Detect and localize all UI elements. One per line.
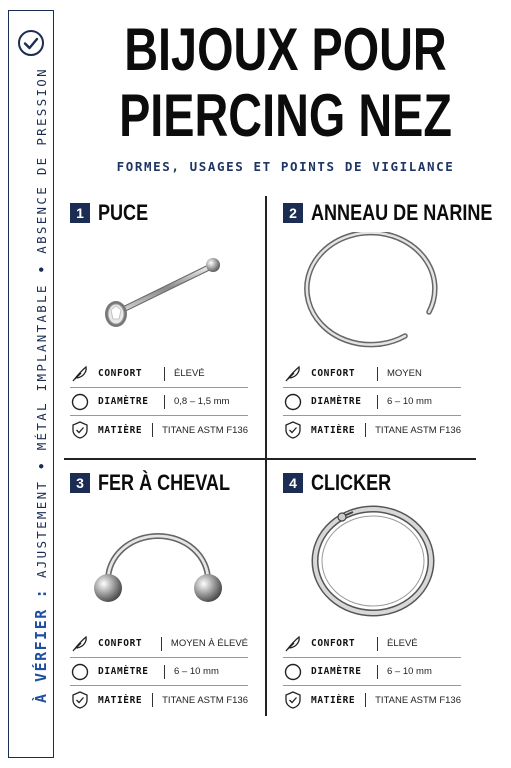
card-title: PUCE <box>98 200 149 225</box>
spec-separator <box>365 423 366 437</box>
shield-check-icon <box>283 690 303 710</box>
spec-label: MATIÈRE <box>311 424 356 436</box>
spec-value: 6 – 10 mm <box>174 666 219 677</box>
spec-value: 6 – 10 mm <box>387 666 432 677</box>
sidebar-colon: : <box>32 587 50 599</box>
spec-row-material <box>70 416 248 444</box>
spec-row-comfort <box>283 360 461 388</box>
check-circle-icon <box>17 29 45 57</box>
spec-label: CONFORT <box>311 368 356 379</box>
spec-separator <box>164 367 165 381</box>
vertical-divider <box>265 196 267 716</box>
card-header <box>283 472 409 494</box>
spec-separator <box>164 395 165 409</box>
circle-icon <box>70 392 90 412</box>
spec-label: CONFORT <box>98 368 143 379</box>
spec-separator <box>152 693 153 707</box>
card-header <box>70 472 259 494</box>
spec-label: CONFORT <box>98 638 143 649</box>
card-number-badge: 4 <box>283 473 303 493</box>
spec-row-diameter <box>70 388 248 416</box>
sidebar-separator: • <box>34 460 49 470</box>
spec-row-material <box>70 686 248 714</box>
spec-value: TITANE ASTM F136 <box>162 694 248 706</box>
sidebar-frame <box>8 10 54 758</box>
spec-separator <box>164 665 165 679</box>
spec-value: ÉLEVÉ <box>174 368 205 379</box>
feather-icon <box>70 634 90 654</box>
spec-separator <box>377 637 378 651</box>
card-number-badge: 3 <box>70 473 90 493</box>
spec-label: MATIÈRE <box>98 694 143 706</box>
horizontal-divider <box>64 458 476 460</box>
card-number-badge: 1 <box>70 203 90 223</box>
page-subtitle: FORMES, USAGES ET POINTS DE VIGILANCE <box>116 159 455 174</box>
spec-separator <box>377 665 378 679</box>
spec-list <box>70 360 248 444</box>
spec-value: MOYEN <box>387 368 422 379</box>
spec-label: DIAMÈTRE <box>311 396 362 407</box>
horseshoe-ring-image <box>88 500 228 610</box>
sidebar-item-metal: MÉTAL IMPLANTABLE <box>34 283 49 451</box>
page-title-line2: PIERCING NEZ <box>119 82 452 149</box>
circle-icon <box>283 662 303 682</box>
shield-check-icon <box>283 420 303 440</box>
spec-row-diameter <box>283 388 461 416</box>
spec-value: 6 – 10 mm <box>387 396 432 407</box>
card-number-badge: 2 <box>283 203 303 223</box>
sidebar-item-ajustement: AJUSTEMENT <box>34 479 49 579</box>
spec-label: DIAMÈTRE <box>98 396 149 407</box>
circle-icon <box>70 662 90 682</box>
spec-row-material <box>283 416 461 444</box>
spec-value: ÉLEVÉ <box>387 638 418 649</box>
spec-value: MOYEN À ÉLEVÉ <box>170 638 248 649</box>
spec-row-comfort <box>70 630 248 658</box>
feather-icon <box>283 364 303 384</box>
feather-icon <box>283 634 303 654</box>
spec-list <box>70 630 248 714</box>
nose-ring-image <box>301 232 443 352</box>
card-header <box>70 202 159 224</box>
spec-row-diameter <box>283 658 461 686</box>
sidebar-highlight: À VÉRFIER <box>32 608 50 703</box>
clicker-ring-image <box>309 502 437 620</box>
spec-label: MATIÈRE <box>311 694 356 706</box>
spec-separator <box>161 637 162 651</box>
shield-check-icon <box>70 690 90 710</box>
spec-label: DIAMÈTRE <box>311 666 362 677</box>
spec-label: MATIÈRE <box>98 424 143 436</box>
page-title-line1: BIJOUX POUR <box>124 16 447 83</box>
card-title: ANNEAU DE NARINE <box>311 200 493 225</box>
spec-row-comfort <box>70 360 248 388</box>
spec-separator <box>377 367 378 381</box>
spec-value: TITANE ASTM F136 <box>162 424 248 436</box>
sidebar-item-pression: ABSENCE DE PRESSION <box>34 67 49 254</box>
card-title: CLICKER <box>311 470 392 495</box>
spec-value: TITANE ASTM F136 <box>375 694 461 706</box>
card-title: FER À CHEVAL <box>98 470 230 495</box>
spec-row-comfort <box>283 630 461 658</box>
spec-list <box>283 630 461 714</box>
spec-value: 0,8 – 1,5 mm <box>174 396 230 407</box>
spec-row-material <box>283 686 461 714</box>
card-header <box>283 202 511 224</box>
spec-label: DIAMÈTRE <box>98 666 149 677</box>
feather-icon <box>70 364 90 384</box>
spec-separator <box>152 423 153 437</box>
sidebar-separator: • <box>34 263 49 274</box>
nose-stud-image <box>100 250 230 340</box>
sidebar-vertical-text <box>32 67 50 703</box>
spec-separator <box>365 693 366 707</box>
shield-check-icon <box>70 420 90 440</box>
spec-value: TITANE ASTM F136 <box>375 424 461 436</box>
spec-label: CONFORT <box>311 638 356 649</box>
spec-list <box>283 360 461 444</box>
spec-separator <box>377 395 378 409</box>
spec-row-diameter <box>70 658 248 686</box>
circle-icon <box>283 392 303 412</box>
